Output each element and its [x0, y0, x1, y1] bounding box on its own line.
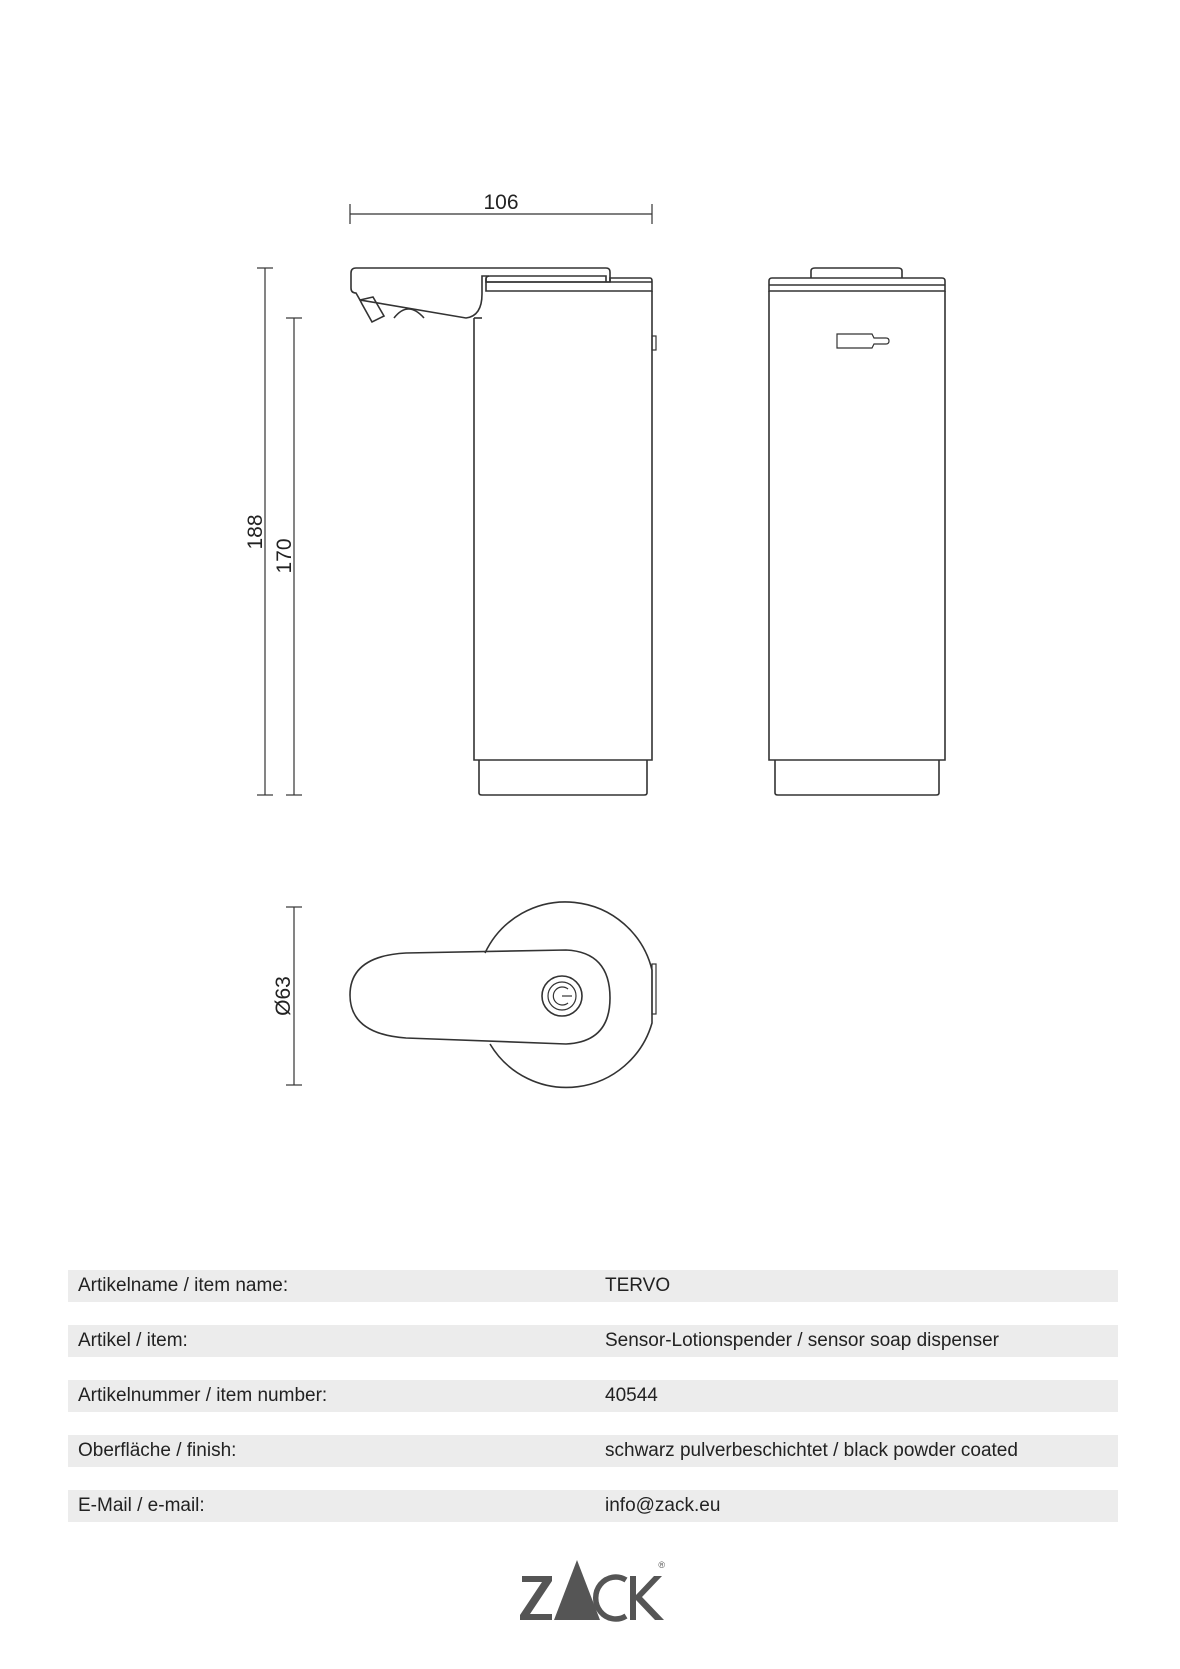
spec-label: Oberfläche / finish:: [78, 1440, 237, 1461]
spec-row-item: [68, 1325, 1118, 1357]
width-dimension: [350, 191, 652, 224]
spec-value: TERVO: [605, 1275, 671, 1296]
spec-label: Artikelname / item name:: [78, 1275, 289, 1296]
spec-row-finish: [68, 1435, 1118, 1467]
spec-label: E-Mail / e-mail:: [78, 1495, 205, 1516]
side-view: [351, 268, 656, 795]
spec-value: 40544: [605, 1385, 658, 1406]
total-height-label: 188: [244, 514, 267, 550]
front-view: [769, 268, 945, 795]
registered-mark: ®: [658, 1560, 665, 1570]
body-height-label: 170: [273, 538, 296, 574]
spec-value: Sensor-Lotionspender / sensor soap dispenser: [605, 1330, 999, 1351]
spec-row-email: [68, 1490, 1118, 1522]
spec-label: Artikel / item:: [78, 1330, 188, 1351]
spec-row-item-name: [68, 1270, 1118, 1302]
width-label: 106: [483, 191, 519, 214]
spec-value: schwarz pulverbeschichtet / black powder coated: [605, 1440, 1018, 1461]
diameter-label: Ø63: [272, 976, 295, 1016]
spec-value: info@zack.eu: [605, 1495, 721, 1516]
spec-table: [68, 1270, 1118, 1545]
top-view: [350, 902, 656, 1087]
spec-row-item-number: [68, 1380, 1118, 1412]
power-icon: [542, 976, 582, 1016]
body-height-dimension: [273, 318, 302, 795]
zack-logo: [518, 1556, 668, 1626]
diameter-dimension: [272, 907, 302, 1085]
total-height-dimension: [244, 268, 273, 795]
spec-label: Artikelnummer / item number:: [78, 1385, 328, 1406]
